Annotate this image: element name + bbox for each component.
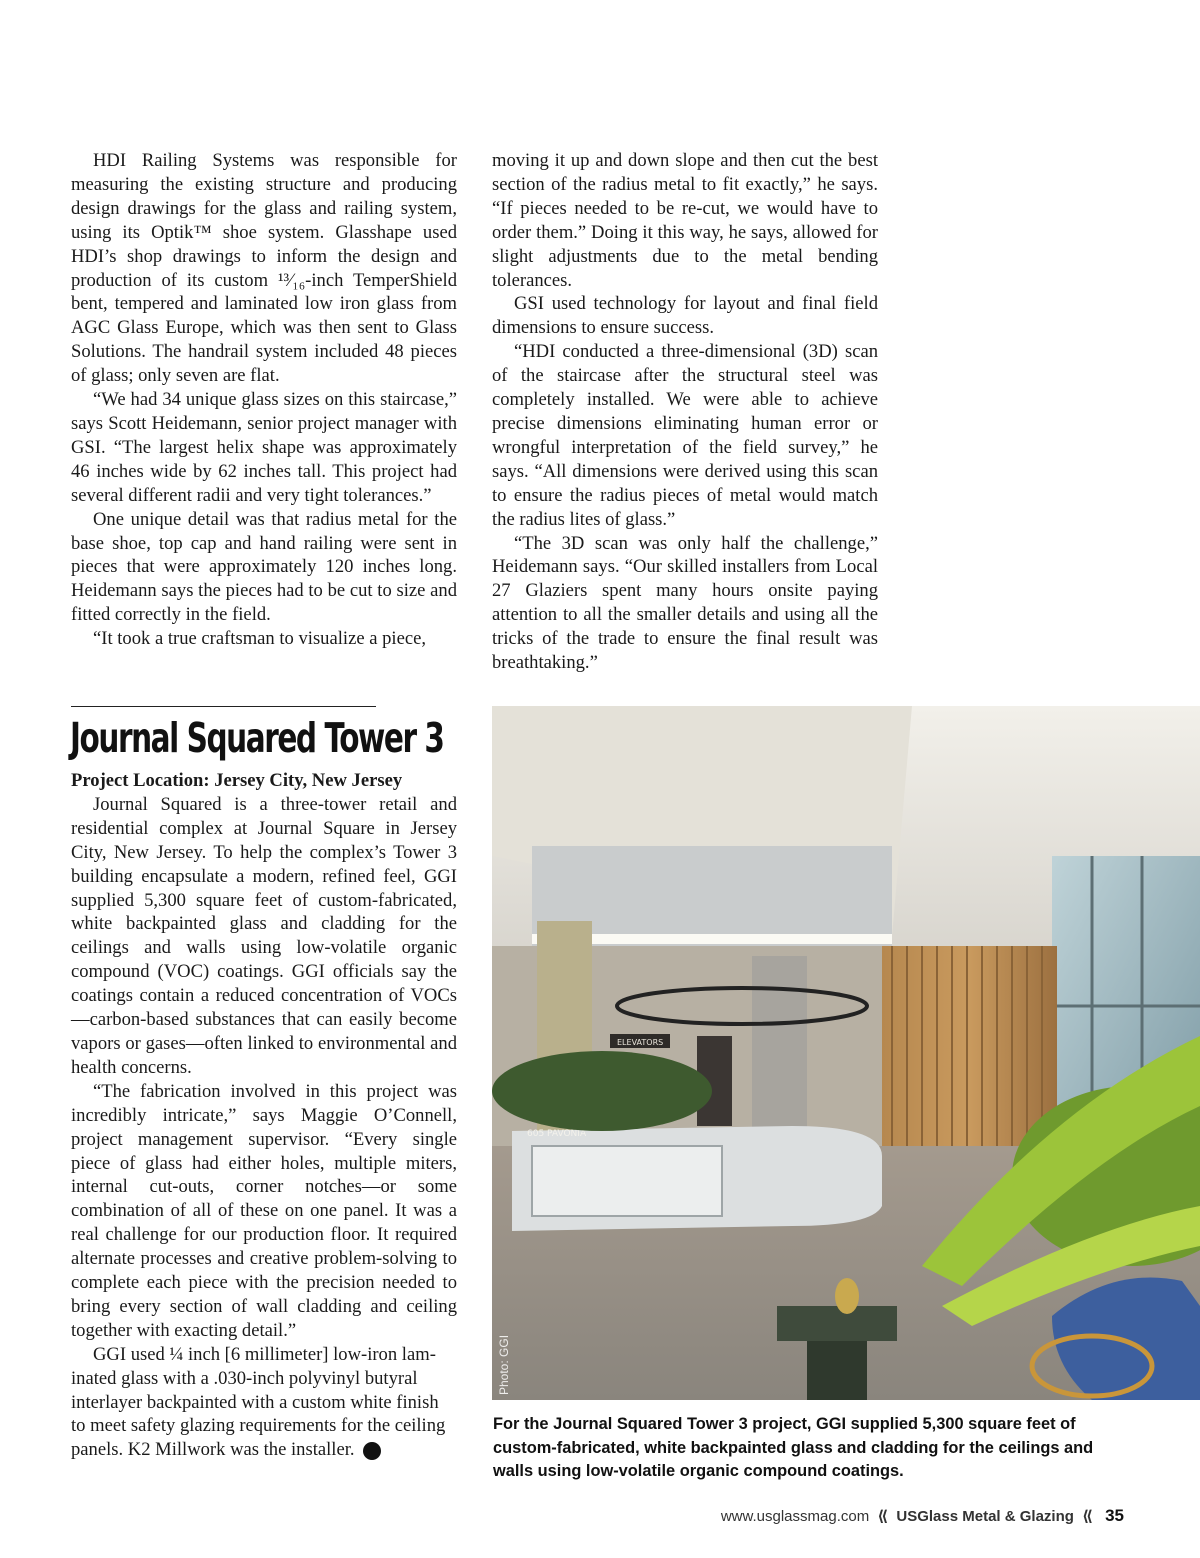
section-title: Journal Squared Tower 3 xyxy=(70,714,444,762)
body-paragraph-text: GGI used ¼ inch [6 millimeter] low-iron laminated glass with a .030-inch polyvinyl butyral interlayer backpainted with a custom white finish to meet safety glazing requirements for the ceiling panels. K2 Millwork was the installer. xyxy=(71,1343,446,1461)
page-number: 35 xyxy=(1105,1506,1124,1525)
concrete-column xyxy=(752,956,807,1146)
footer-magazine: USGlass Metal & Glazing xyxy=(896,1508,1074,1525)
coffee-table xyxy=(777,1306,897,1341)
body-paragraph: “We had 34 unique glass sizes on this staircase,” says Scott Heidemann, senior project manager with GSI. “The largest helix shape was approximately 46 inches wide by 62 inches tall. This project had several different radii and very tight tolerances.” xyxy=(71,389,457,506)
left-column-top xyxy=(71,149,457,651)
vase xyxy=(835,1278,859,1314)
body-paragraph: “It took a true craftsman to visualize a piece, xyxy=(93,628,426,650)
continue-arrow-icon: ➜ xyxy=(363,1442,381,1460)
footer-url: www.usglassmag.com xyxy=(720,1508,870,1525)
page-footer xyxy=(721,1506,1124,1526)
footer-separator: ⟪ xyxy=(877,1508,889,1525)
elevator-sign: ELEVATORS xyxy=(617,1038,664,1047)
address-sign: 605 PAVONIA xyxy=(527,1129,587,1139)
left-column-bottom xyxy=(71,769,457,1462)
body-paragraph: Journal Squared is a three-tower retail and residential complex at Journal Square in Jersey City, New Jersey. To help the complex’s Tower 3 building encapsulate a modern, refined feel, GGI supplied 5,300 square feet of custom-fabricated, white backpainted glass and cladding for the ceilings and walls using low-volatile organic compound (VOC) coatings. GGI officials say the coatings contain a reduced concentration of VOCs—carbon-based substances that can easily become vapors or gases—often linked to environmental and health concerns. xyxy=(71,793,457,1078)
right-column-top xyxy=(492,149,878,675)
table-base xyxy=(807,1341,867,1400)
body-paragraph: “HDI conducted a three-dimensional (3D) scan of the staircase after the structural steel was completely installed. We were able to achieve precise dimensions eliminating human error or wrongful interpretation of the field survey,” he says. “All dimensions were derived using this scan to ensure the radius pieces of metal would match the radius lites of glass.” xyxy=(492,341,878,530)
planter-greenery xyxy=(492,1051,712,1131)
body-paragraph xyxy=(71,1343,457,1463)
photo-caption: For the Journal Squared Tower 3 project, GGI supplied 5,300 square feet of custom-fabricated, white backpainted glass and cladding for the ceilings and walls using low-volatile organic compound coatings. xyxy=(493,1415,1094,1480)
project-location: Project Location: Jersey City, New Jersey xyxy=(71,770,403,791)
body-paragraph: moving it up and down slope and then cut the best section of the radius metal to fit exactly,” he says. “If pieces needed to be re-cut, we would have to order them.” Doing it this way, he says, allowed for slight adjustments due to the metal bending tolerances. xyxy=(492,150,878,291)
body-paragraph: “The 3D scan was only half the challenge,” Heidemann says. “Our skilled installers from Local 27 Glaziers spent many hours onsite paying attention to all the smaller details and using all the tricks of the trade to ensure the final result was breathtaking.” xyxy=(492,532,878,674)
mailboxes xyxy=(532,1146,722,1216)
body-paragraph: HDI Railing Systems was responsible for measuring the existing structure and producing design drawings for the glass and railing system, using its Optik™ shoe system. Glasshape used HDI’s shop drawings to inform the design and production of its custom ¹³⁄₁₆-inch TemperShield bent, tempered and laminated low iron glass from AGC Glass Europe, which was then sent to Glass Solutions. The handrail system included 48 pieces of glass; only seven are flat. xyxy=(71,150,457,387)
body-paragraph: “The fabrication involved in this project was incredibly intricate,” says Maggie O’Connell, project management supervisor. “Every single piece of glass had either holes, multiple miters, internal cut-outs, corner notches—or some combination of all of these on one panel. It was a real challenge for our production floor. It required alternate processes and creative problem-solving to complete each piece with the precision needed to bring every section of wall cladding and ceiling together with exacting detail.” xyxy=(71,1080,457,1341)
footer-separator: ⟪ xyxy=(1082,1508,1093,1525)
photo-credit: Photo: GGI xyxy=(497,1334,511,1395)
body-paragraph: GSI used technology for layout and final field dimensions to ensure success. xyxy=(492,293,878,339)
wood-slat-wall xyxy=(882,946,1057,1156)
section-divider xyxy=(71,706,376,707)
body-paragraph: One unique detail was that radius metal for the base shoe, top cap and hand railing were sent in pieces that were approximately 120 inches long. Heidemann says the pieces had to be cut to size and fitted correctly in the field. xyxy=(71,508,457,626)
lobby-photo xyxy=(492,706,1200,1400)
